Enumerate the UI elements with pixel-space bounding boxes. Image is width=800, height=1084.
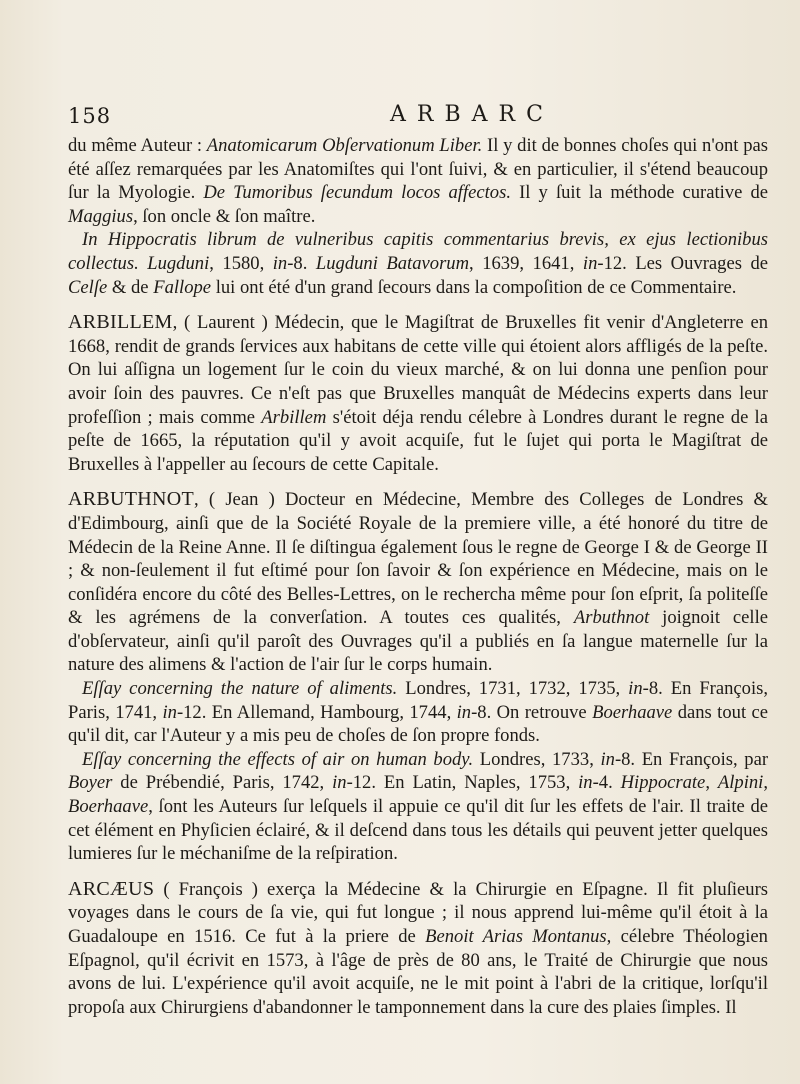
text-run: , 1580, [209, 252, 273, 274]
text-run: , célebre Théologien Eſpagnol, qu'il écrivit en 1573, à l'âge de près de 80 ans, le Traité de Chirurgie que nous avons de lui. L'expérience qu'il avoit acquiſe, ne le mit point à l'abri de la critique, lorſqu'il propoſa aux Chirurgiens d'abandonner le tamponnement dans la cure des plaies ſimples. Il [68, 926, 768, 1018]
italic-text: in [578, 772, 593, 794]
italic-text: De Tumoribus ſecundum locos affectos. [203, 182, 511, 204]
italic-text: Celſe [68, 276, 108, 298]
text-run: -4. [592, 772, 621, 794]
italic-text: Boyer [68, 772, 113, 794]
text-run: Il y dit de bonnes choſes qui n'ont pas été aſſez remarquées par les Anatomiſtes qui l'ont ſuivi, & en particulier, il s'étend beaucoup ſur la Myologie. [68, 135, 768, 204]
italic-text: Maggius [68, 205, 134, 227]
italic-text: Fallope [153, 276, 212, 298]
text-run: -8. En François, Paris, 1741, [68, 678, 768, 723]
italic-text: Hippocrate [620, 772, 706, 794]
text-run: Londres, 1731, 1732, 1735, [397, 678, 629, 700]
paragraph-citation-in-hippocratis [68, 228, 768, 299]
text-run: s'étoit déja rendu célebre à Londres durant le regne de la peſte de 1665, la réputation qu'il y avoit acquiſe, fut le ſujet qui porta le Magiſtrat de Bruxelles à l'appeller au ſecours de cette Capitale. [68, 406, 768, 475]
page-number: 158 [68, 104, 112, 128]
text-run: ( François ) exerça la Médecine & la Chirurgie en Eſpagne. Il fit pluſieurs voyages dans le cours de ſa vie, qui fut longue ; il nous apprend lui-même qu'il étoit à la Guadaloupe en 1516. Ce fut à la priere de [68, 878, 768, 947]
headword: ARBILLEM [68, 311, 173, 334]
entry-arcaeus [68, 878, 768, 1020]
paragraph-essay-aliments [68, 677, 768, 748]
text-run: de Prébendié, Paris, 1742, [112, 772, 333, 794]
entry-arbillem [68, 311, 768, 476]
text-run: -12. En Latin, Naples, 1753, [346, 772, 579, 794]
paragraph-continuation [68, 134, 768, 228]
text-run: -8. [287, 252, 316, 274]
headword: ARBUTHNOT [68, 488, 195, 511]
text-run: joignoit celle d'obſervateur, ainſi qu'il paroît des Ouvrages qu'il a publiés en ſa langue maternelle ſur la nature des alimens & l'action de l'air ſur le corps humain. [68, 607, 768, 676]
running-head: ARBARC [390, 102, 554, 127]
text-run: -8. En François, par [614, 748, 769, 770]
text-run: dans tout ce qu'il dit, car l'Auteur y a mis peu de choſes de ſon propre fonds. [68, 701, 769, 747]
body-text [68, 134, 768, 1019]
italic-text: in [272, 252, 288, 274]
italic-text: In Hippocratis librum de vulneribus capitis commentarius brevis, ex ejus lectionibus collectus. Lugduni [68, 229, 768, 274]
italic-text: Boerhaave [592, 701, 673, 723]
italic-text: in [582, 252, 598, 274]
page-header [68, 96, 760, 136]
paragraph-essay-air [68, 748, 768, 866]
text-run: Londres, 1733, [473, 748, 601, 770]
text-run: -12. Les Ouvrages de [597, 252, 769, 274]
text-run: , ſont les Auteurs ſur leſquels il appuie ce qu'il dit ſur les effets de l'air. Il traite de cet élément en Phyſicien éclairé, & il deſcend dans tous les détails qui peuvent jetter quelques lumieres ſur le méchaniſme de la reſpiration. [68, 796, 768, 865]
text-run: , ( Laurent ) Médecin, que le Magiſtrat de Bruxelles fit venir d'Angleterre en 1668, rendit de grands ſervices aux habitans de cette ville qui étoient alors affligés de la peſte. On lui aſſigna un logement ſur le coin du vieux marché, & on lui donna une penſion pour avoir ſoin des pauvres. Ce n'eſt pas que Bruxelles manquât de Médecins experts dans leur profeſſion ; mais comme [68, 312, 768, 428]
text-run: -8. On retrouve [471, 701, 593, 723]
italic-text: Eſſay concerning the nature of aliments. [82, 678, 398, 700]
text-run: , 1639, 1641, [469, 252, 583, 274]
italic-text: Arbillem [261, 406, 327, 428]
headword: ARCÆUS [68, 877, 155, 900]
italic-text: Boerhaave [68, 796, 149, 818]
italic-text: in [628, 678, 643, 700]
entry-arbuthnot [68, 488, 768, 677]
text-run: -12. En Allemand, Hambourg, 1744, [176, 701, 457, 723]
text-run: lui ont été d'un grand ſecours dans la compoſition de ce Commentaire. [211, 276, 737, 298]
italic-text: Alpini [717, 772, 764, 794]
italic-text: in [600, 748, 615, 770]
italic-text: Lugduni Batavorum [315, 252, 470, 274]
italic-text: in [162, 701, 177, 723]
text-run: , ( Jean ) Docteur en Médecine, Membre des Colleges de Londres & d'Edimbourg, ainſi que de la Société Royale de la premiere ville, a été honoré du titre de Médecin de la Reine Anne. Il ſe diſtingua également ſous le regne de George I & de George II ; & non-ſeulement il fut eſtimé pour ſon ſavoir & ſon expérience en Médecine, mais on le conſidéra encore du côté des Belles-Lettres, on le rechercha même pour ſon eſprit, ſa politeſſe & les agrémens de la converſation. A toutes ces qualités, [68, 489, 768, 629]
text-run: , [763, 772, 768, 794]
text-run: Il y ſuit la méthode curative de [511, 182, 769, 204]
italic-text: Benoit Arias Montanus [425, 926, 607, 947]
italic-text: Arbuthnot [573, 607, 650, 629]
italic-text: in [332, 772, 347, 794]
italic-text: Eſſay concerning the effects of air on human body. [82, 748, 474, 770]
text-run: & de [107, 276, 154, 298]
text-run: du même Auteur : [68, 135, 207, 156]
text-run: , [705, 772, 718, 794]
text-run: , ſon oncle & ſon maître. [133, 205, 316, 227]
italic-text: Anatomicarum Obſervationum Liber. [206, 135, 483, 156]
italic-text: in [456, 701, 472, 723]
